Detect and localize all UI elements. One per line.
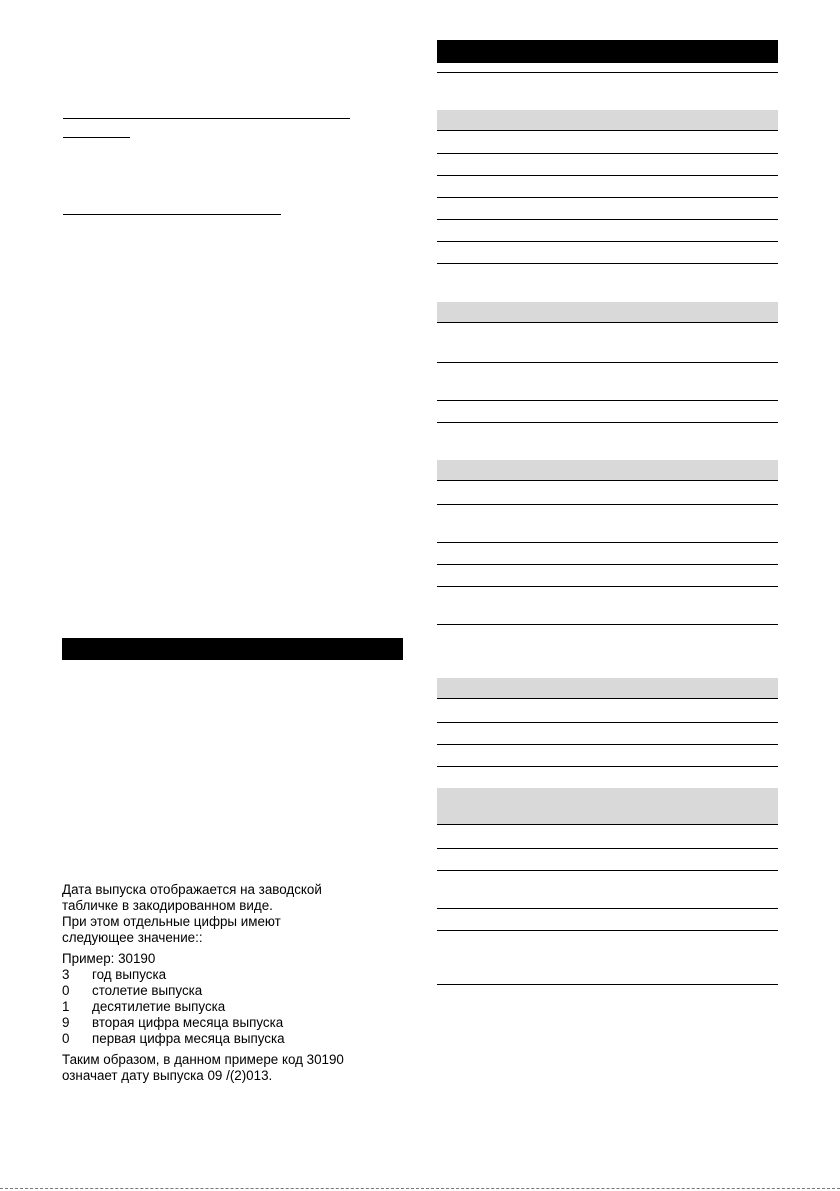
section-heading-bar-left <box>62 638 403 660</box>
table-rule <box>437 564 778 565</box>
table-rule <box>437 984 778 985</box>
table-rule <box>437 241 778 242</box>
underline-rule-1b <box>63 137 130 138</box>
table-rule <box>437 930 778 931</box>
intro-line-1: Дата выпуска отображается на заводской <box>62 882 322 897</box>
conclusion-line-2: означает дату выпуска 09 /(2)013. <box>62 1068 273 1083</box>
table-rule <box>437 422 778 423</box>
table-rule <box>437 72 778 73</box>
table-group-header <box>437 302 778 323</box>
example-label: Пример: 30190 <box>62 951 156 966</box>
table-group-header <box>437 788 778 825</box>
intro-line-2: табличке в закодированном виде. <box>62 898 273 913</box>
table-rule <box>437 153 778 154</box>
technical-data-table <box>437 40 778 986</box>
table-group-header <box>437 110 778 131</box>
code-meaning: первая цифра месяца выпуска <box>92 1031 285 1046</box>
table-rule <box>437 263 778 264</box>
table-rule <box>437 175 778 176</box>
table-rule <box>437 542 778 543</box>
code-digit: 9 <box>62 1015 70 1030</box>
code-meaning: вторая цифра месяца выпуска <box>92 1015 284 1030</box>
code-digit: 3 <box>62 967 70 982</box>
underline-rule-2 <box>63 214 281 215</box>
table-rule <box>437 766 778 767</box>
table-heading-bar <box>437 40 778 63</box>
conclusion-line-1: Таким образом, в данном примере код 30190 <box>62 1052 344 1067</box>
code-digit: 0 <box>62 1031 70 1046</box>
intro-line-3: При этом отдельные цифры имеют <box>62 914 281 929</box>
table-rule <box>437 870 778 871</box>
table-rule <box>437 586 778 587</box>
code-meaning: год выпуска <box>92 967 167 982</box>
table-rule <box>437 197 778 198</box>
table-group-header <box>437 678 778 699</box>
table-group-header <box>437 460 778 481</box>
table-rule <box>437 219 778 220</box>
table-rule <box>437 848 778 849</box>
intro-line-4: следующее значение:: <box>62 930 203 945</box>
code-digit: 0 <box>62 983 70 998</box>
code-meaning: десятилетие выпуска <box>92 999 226 1014</box>
table-rule <box>437 722 778 723</box>
code-meaning: столетие выпуска <box>92 983 203 998</box>
table-rule <box>437 908 778 909</box>
table-rule <box>437 504 778 505</box>
table-rule <box>437 744 778 745</box>
code-digit: 1 <box>62 999 70 1014</box>
underline-rule-1a <box>63 118 350 119</box>
page-bottom-rule <box>0 1188 840 1189</box>
table-rule <box>437 362 778 363</box>
table-rule <box>437 624 778 625</box>
table-rule <box>437 400 778 401</box>
